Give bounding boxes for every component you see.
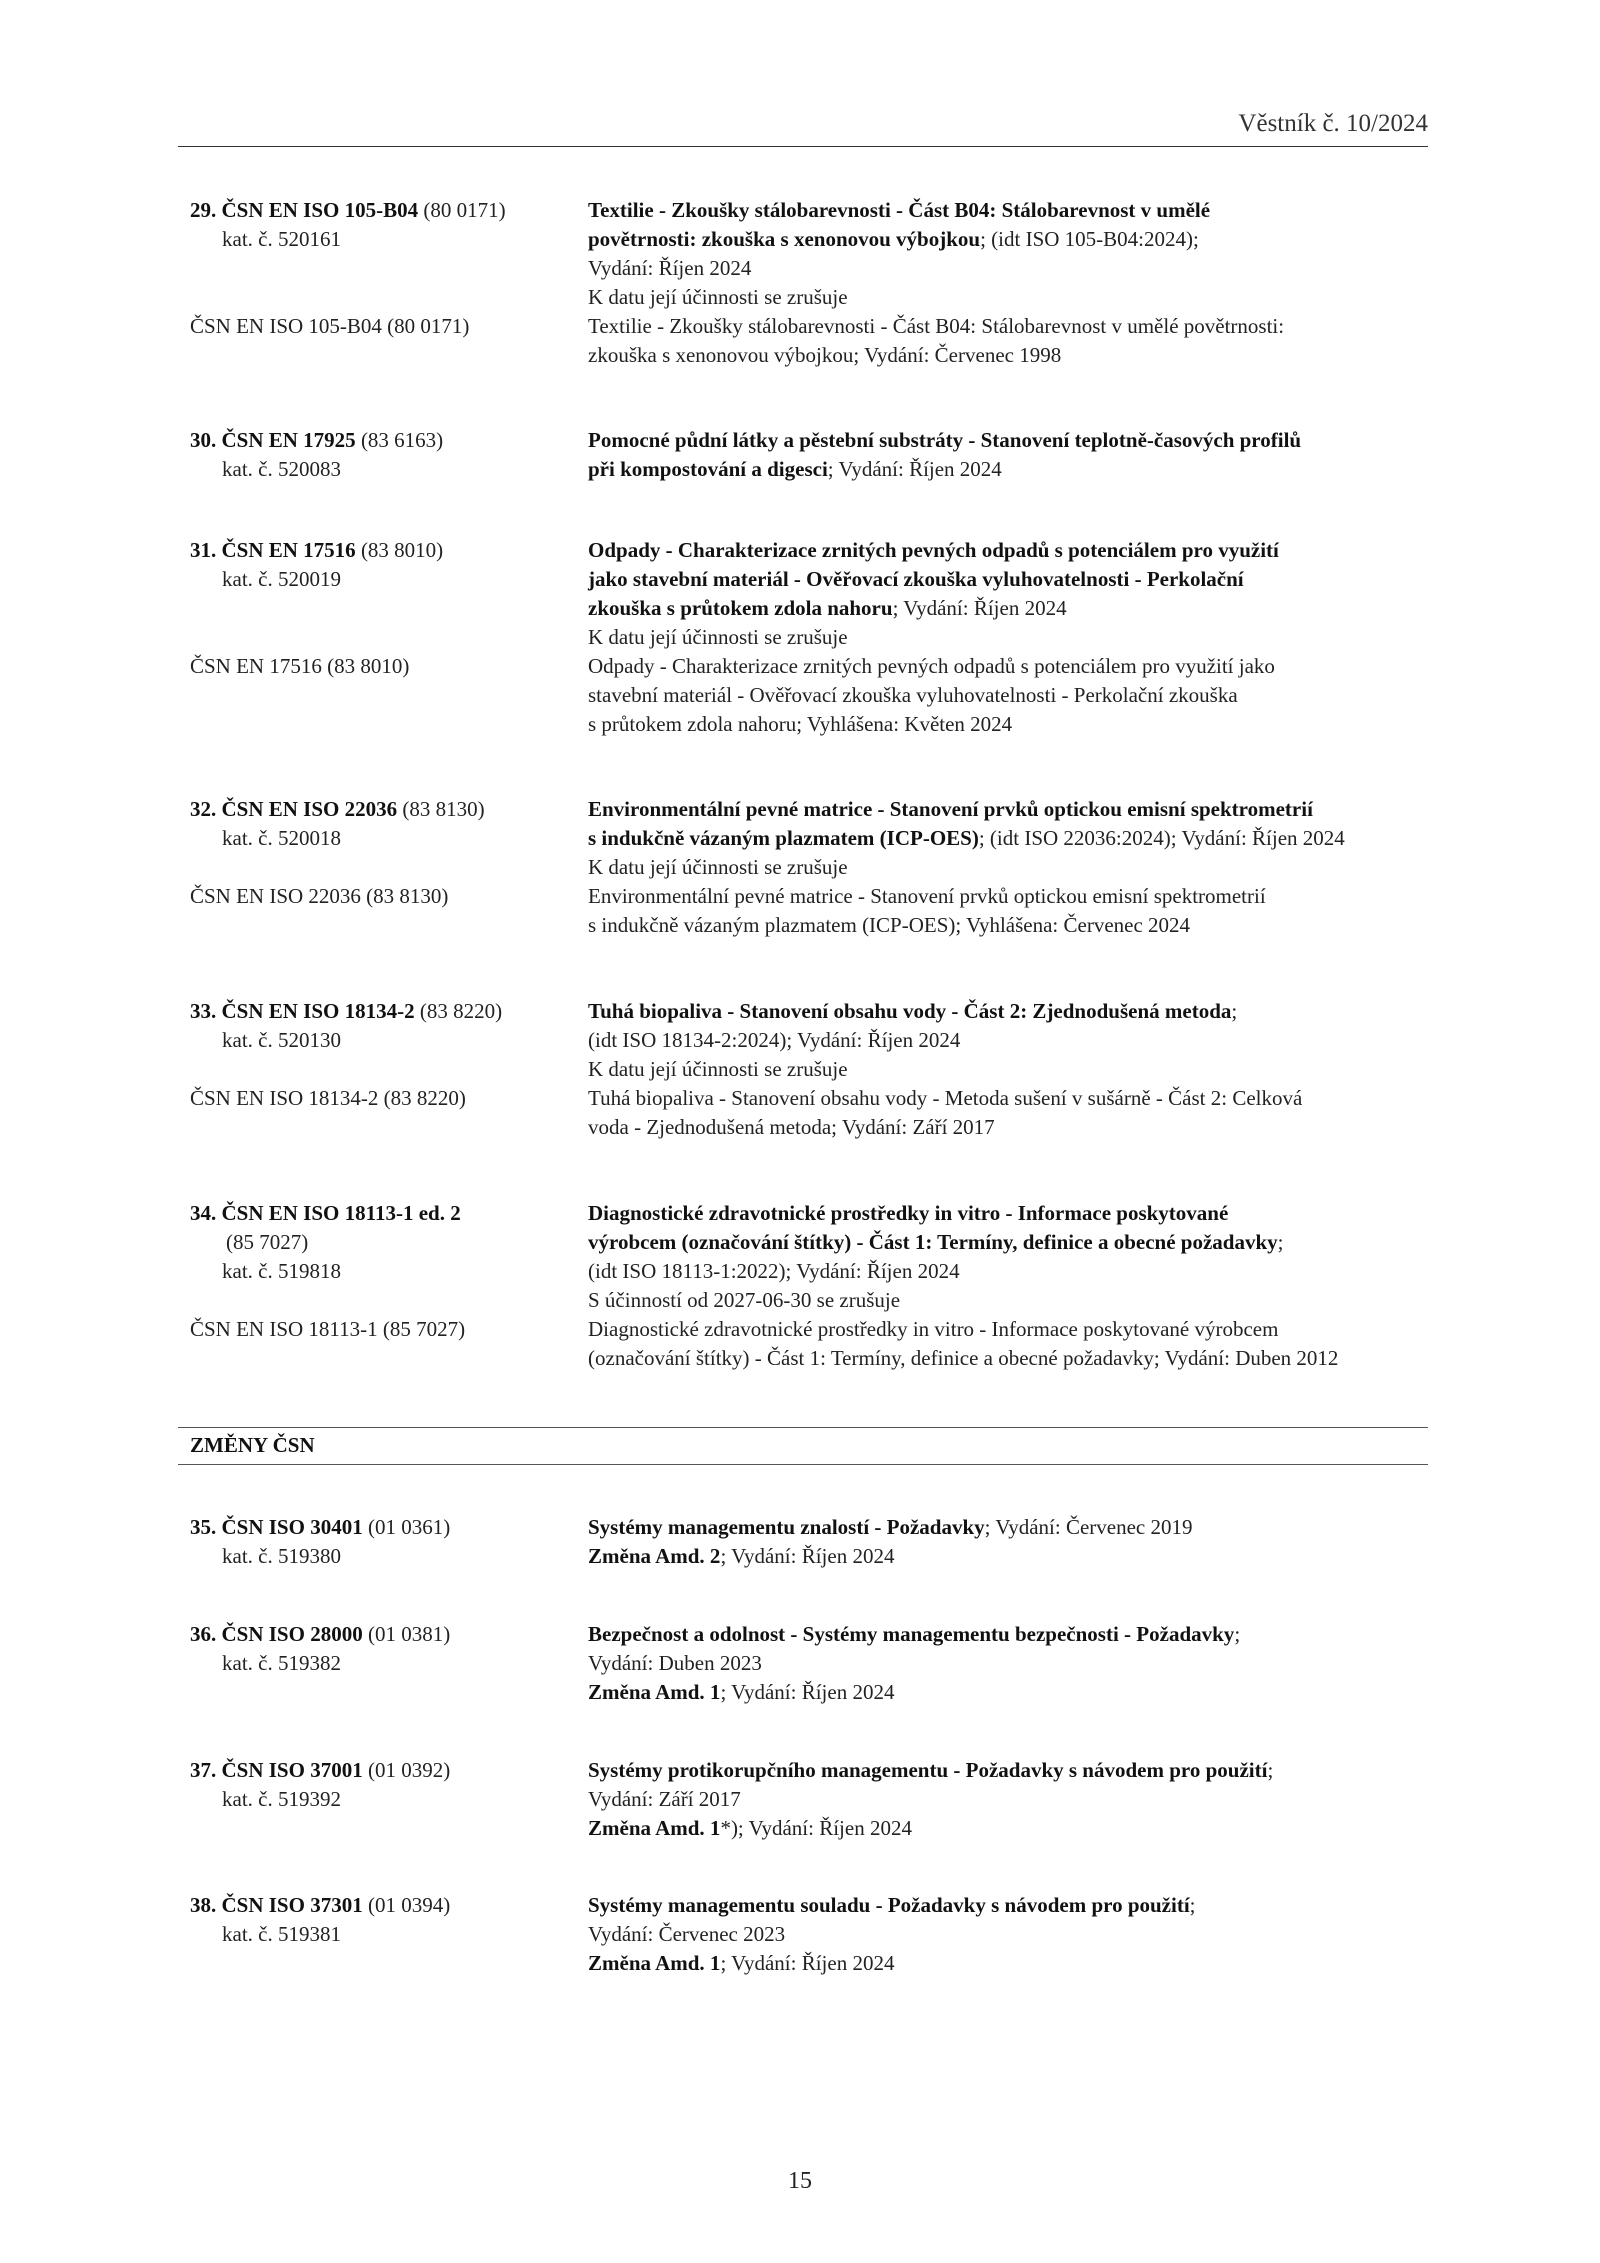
standard-title: Diagnostické zdravotnické prostředky in vitro - Informace poskytované: [588, 1201, 1229, 1225]
standard-code: ČSN EN ISO 18113-1 ed. 2: [221, 1201, 461, 1225]
amendment-details: ; Vydání: Říjen 2024: [720, 1680, 895, 1704]
catalog-number: kat. č. 519380: [222, 1544, 341, 1568]
section-title: ZMĚNY ČSN: [190, 1433, 315, 1457]
standard-details: ; (idt ISO 22036:2024); Vydání: Říjen 2024: [978, 826, 1345, 850]
bulletin-title: Věstník č. 10/2024: [1238, 110, 1428, 137]
standard-code: ČSN ISO 37001: [221, 1758, 363, 1782]
standard-details: ;: [1234, 1622, 1241, 1646]
standard-title: Tuhá biopaliva - Stanovení obsahu vody - Část 2: Zjednodušená metoda: [588, 999, 1232, 1023]
class-code: (83 6163): [360, 428, 444, 452]
standard-title: Environmentální pevné matrice - Stanovení prvků optickou emisní spektrometrií: [588, 797, 1313, 821]
issue-date: (idt ISO 18134-2:2024); Vydání: Říjen 2024: [588, 1028, 961, 1052]
issue-date: Vydání: Červenec 2023: [588, 1922, 786, 1946]
standard-title: jako stavební materiál - Ověřovací zkouška vyluhovatelnosti - Perkolační: [588, 567, 1244, 591]
entry-number: 37.: [190, 1758, 217, 1782]
standard-details: ; Vydání: Říjen 2024: [827, 457, 1002, 481]
entry-number: 38.: [190, 1893, 217, 1917]
cancellation-note: K datu její účinnosti se zrušuje: [588, 1057, 848, 1081]
amendment-details: *); Vydání: Říjen 2024: [720, 1816, 912, 1840]
standard-details: ;: [1267, 1758, 1274, 1782]
class-code: (83 8010): [360, 538, 444, 562]
entry-number: 30.: [190, 428, 217, 452]
entry-number: 34.: [190, 1201, 217, 1225]
replaced-standard-title: Environmentální pevné matrice - Stanovení prvků optickou emisní spektrometrií: [588, 884, 1266, 908]
standard-details: ;: [1277, 1230, 1284, 1254]
entry-number: 35.: [190, 1515, 217, 1539]
standard-details: ; Vydání: Červenec 2019: [984, 1515, 1193, 1539]
standard-title: Systémy protikorupčního managementu - Požadavky s návodem pro použití: [588, 1758, 1268, 1782]
catalog-number: kat. č. 520083: [222, 457, 341, 481]
amendment-label: Změna Amd. 1: [588, 1680, 721, 1704]
amendment-details: ; Vydání: Říjen 2024: [720, 1951, 895, 1975]
amendment-label: Změna Amd. 1: [588, 1951, 721, 1975]
catalog-number: kat. č. 519818: [222, 1259, 341, 1283]
page-number: 15: [788, 2168, 812, 2194]
replaced-standard-title: zkouška s xenonovou výbojkou; Vydání: Červenec 1998: [588, 343, 1062, 367]
catalog-number: kat. č. 520019: [222, 567, 341, 591]
standard-code: ČSN EN 17516: [221, 538, 356, 562]
replaced-standard-code: ČSN EN ISO 105-B04 (80 0171): [190, 314, 470, 338]
entry-number: 31.: [190, 538, 217, 562]
class-code: (01 0381): [367, 1622, 451, 1646]
replaced-standard-title: stavební materiál - Ověřovací zkouška vyluhovatelnosti - Perkolační zkouška: [588, 683, 1238, 707]
catalog-number: kat. č. 520018: [222, 826, 341, 850]
standard-title: při kompostování a digesci: [588, 457, 828, 481]
section-divider: [178, 1464, 1428, 1465]
standard-details: ; (idt ISO 105-B04:2024);: [980, 227, 1199, 251]
class-code: (83 8220): [419, 999, 503, 1023]
standard-code: ČSN EN 17925: [221, 428, 356, 452]
issue-date: Vydání: Září 2017: [588, 1787, 741, 1811]
cancellation-note: S účinností od 2027-06-30 se zrušuje: [588, 1288, 901, 1312]
class-code: (80 0171): [423, 198, 506, 222]
replaced-standard-title: (označování štítky) - Část 1: Termíny, definice a obecné požadavky; Vydání: Duben 2012: [588, 1346, 1339, 1370]
standard-title: Systémy managementu souladu - Požadavky s návodem pro použití: [588, 1893, 1190, 1917]
replaced-standard-title: s indukčně vázaným plazmatem (ICP-OES); Vyhlášena: Červenec 2024: [588, 913, 1191, 937]
catalog-number: kat. č. 519382: [222, 1651, 341, 1675]
cancellation-note: K datu její účinnosti se zrušuje: [588, 625, 848, 649]
standard-code: ČSN EN ISO 22036: [221, 797, 398, 821]
class-code: (85 7027): [226, 1230, 309, 1254]
standard-code: ČSN EN ISO 105-B04: [221, 198, 419, 222]
header-divider: [178, 146, 1428, 147]
replaced-standard-code: ČSN EN ISO 18134-2 (83 8220): [190, 1086, 466, 1110]
issue-date: (idt ISO 18113-1:2022); Vydání: Říjen 2024: [588, 1259, 960, 1283]
issue-date: Vydání: Říjen 2024: [588, 256, 752, 280]
entry-number: 29.: [190, 198, 217, 222]
standard-title: Systémy managementu znalostí - Požadavky: [588, 1515, 985, 1539]
catalog-number: kat. č. 519392: [222, 1787, 341, 1811]
standard-details: ;: [1189, 1893, 1196, 1917]
class-code: (01 0361): [367, 1515, 451, 1539]
standard-title: Bezpečnost a odolnost - Systémy managementu bezpečnosti - Požadavky: [588, 1622, 1235, 1646]
replaced-standard-title: voda - Zjednodušená metoda; Vydání: Září 2017: [588, 1115, 995, 1139]
replaced-standard-title: Textilie - Zkoušky stálobarevnosti - Část B04: Stálobarevnost v umělé povětrnosti:: [588, 314, 1285, 338]
cancellation-note: K datu její účinnosti se zrušuje: [588, 855, 848, 879]
standard-title: s indukčně vázaným plazmatem (ICP-OES): [588, 826, 979, 850]
standard-code: ČSN ISO 30401: [221, 1515, 363, 1539]
replaced-standard-code: ČSN EN ISO 18113-1 (85 7027): [190, 1317, 466, 1341]
entry-number: 33.: [190, 999, 217, 1023]
replaced-standard-code: ČSN EN ISO 22036 (83 8130): [190, 884, 449, 908]
replaced-standard-title: Diagnostické zdravotnické prostředky in vitro - Informace poskytované výrobcem: [588, 1317, 1279, 1341]
class-code: (83 8130): [402, 797, 485, 821]
standard-code: ČSN ISO 37301: [221, 1893, 363, 1917]
standard-title: Pomocné půdní látky a pěstební substráty - Stanovení teplotně-časových profilů: [588, 428, 1302, 452]
section-header: [178, 1427, 1428, 1465]
amendment-label: Změna Amd. 1: [588, 1816, 721, 1840]
standard-details: ;: [1231, 999, 1238, 1023]
amendment-details: ; Vydání: Říjen 2024: [720, 1544, 895, 1568]
standard-code: ČSN EN ISO 18134-2: [221, 999, 415, 1023]
catalog-number: kat. č. 520161: [222, 227, 341, 251]
standard-title: zkouška s průtokem zdola nahoru: [588, 596, 893, 620]
standard-code: ČSN ISO 28000: [221, 1622, 363, 1646]
standard-title: výrobcem (označování štítky) - Část 1: Termíny, definice a obecné požadavky: [588, 1230, 1278, 1254]
entry-number: 36.: [190, 1622, 217, 1646]
cancellation-note: K datu její účinnosti se zrušuje: [588, 285, 848, 309]
catalog-number: kat. č. 520130: [222, 1028, 341, 1052]
replaced-standard-title: Odpady - Charakterizace zrnitých pevných odpadů s potenciálem pro využití jako: [588, 654, 1275, 678]
replaced-standard-code: ČSN EN 17516 (83 8010): [190, 654, 410, 678]
standard-title: Textilie - Zkoušky stálobarevnosti - Část B04: Stálobarevnost v umělé: [588, 198, 1211, 222]
entry-number: 32.: [190, 797, 217, 821]
replaced-standard-title: s průtokem zdola nahoru; Vyhlášena: Květen 2024: [588, 712, 1013, 736]
standard-title: Odpady - Charakterizace zrnitých pevných odpadů s potenciálem pro využití: [588, 538, 1279, 562]
replaced-standard-title: Tuhá biopaliva - Stanovení obsahu vody - Metoda sušení v sušárně - Část 2: Celková: [588, 1086, 1303, 1110]
standard-details: ; Vydání: Říjen 2024: [892, 596, 1067, 620]
issue-date: Vydání: Duben 2023: [588, 1651, 762, 1675]
standard-title: povětrnosti: zkouška s xenonovou výbojkou: [588, 227, 981, 251]
amendment-label: Změna Amd. 2: [588, 1544, 721, 1568]
catalog-number: kat. č. 519381: [222, 1922, 341, 1946]
class-code: (01 0394): [367, 1893, 451, 1917]
class-code: (01 0392): [367, 1758, 451, 1782]
